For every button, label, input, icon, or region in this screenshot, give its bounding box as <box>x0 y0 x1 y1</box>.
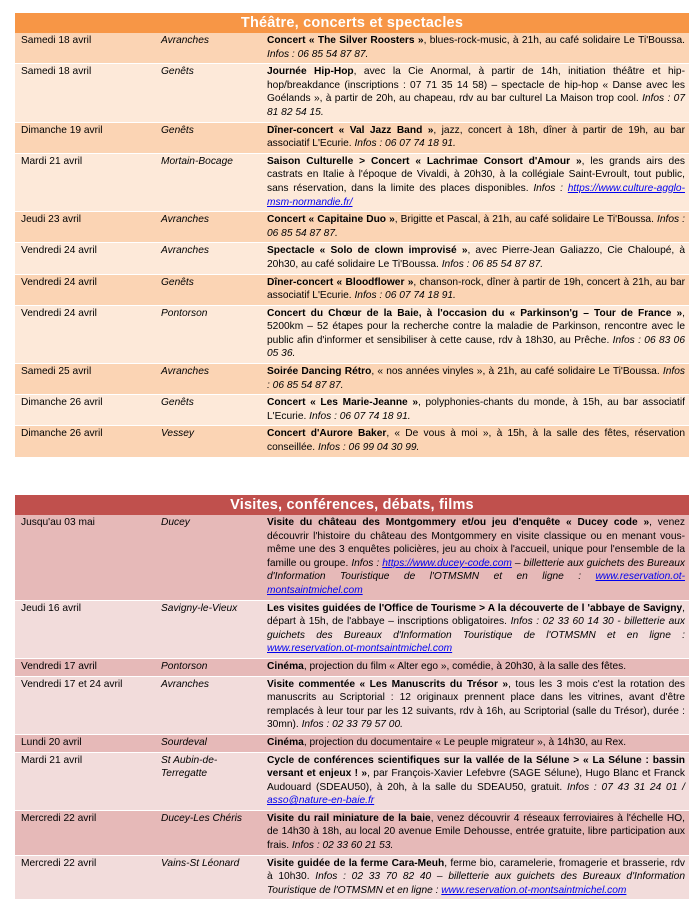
event-title: Visite commentée « Les Manuscrits du Trésor » <box>267 678 509 690</box>
table-row <box>15 810 689 855</box>
event-description <box>263 274 689 305</box>
event-text: , projection du documentaire « Le peuple migrateur », à 14h30, au Rex. <box>303 736 627 748</box>
event-date: Jeudi 23 avril <box>15 212 157 243</box>
table-row <box>15 33 689 64</box>
event-date: Samedi 25 avril <box>15 364 157 395</box>
event-date: Samedi 18 avril <box>15 64 157 122</box>
event-link[interactable]: asso@nature-en-baie.fr <box>267 795 375 807</box>
table-row <box>15 274 689 305</box>
table-row <box>15 212 689 243</box>
event-title: Saison Culturelle > Concert « Lachrimae Consort d'Amour » <box>267 155 582 167</box>
event-description <box>263 426 689 457</box>
event-text: , tous les 3 mois c'est la rotation des manuscrits au Scriptorial : 12 originaux prennent place dans les vitrines, avant d'être remplacés à leur tour par les 12 suivants, rdv à 16h, au Scriptorial (salle du Trésor), durée : 30mn). <box>267 678 686 731</box>
event-description <box>263 364 689 395</box>
section-visites-conferences <box>15 495 689 900</box>
event-date: Jusqu'au 03 mai <box>15 515 157 600</box>
event-infos: Infos : 07 43 31 24 01 / <box>567 781 686 793</box>
event-place: Avranches <box>157 243 263 274</box>
event-infos: Infos : 06 85 54 87 87. <box>441 258 544 270</box>
event-place: Genêts <box>157 395 263 426</box>
event-description <box>263 855 689 900</box>
table-row <box>15 855 689 900</box>
table-row <box>15 64 689 122</box>
event-place: Mortain-Bocage <box>157 153 263 211</box>
events-table <box>15 515 689 900</box>
table-row <box>15 515 689 600</box>
event-description <box>263 658 689 676</box>
event-link[interactable]: www.reservation.ot-montsaintmichel.com <box>441 884 627 896</box>
event-infos: Infos : 02 33 79 57 00. <box>301 719 403 731</box>
event-text: , chanson-rock, dîner à partir de 19h, concert à 21h, au bar associatif L'Ecurie. <box>267 276 685 302</box>
table-row <box>15 364 689 395</box>
event-place: Genêts <box>157 64 263 122</box>
event-place: Pontorson <box>157 658 263 676</box>
event-description <box>263 752 689 810</box>
event-description <box>263 153 689 211</box>
event-infos: Infos : 06 07 74 18 91. <box>354 290 456 302</box>
event-place: Avranches <box>157 364 263 395</box>
table-row <box>15 600 689 658</box>
table-row <box>15 658 689 676</box>
event-date: Mardi 21 avril <box>15 153 157 211</box>
event-text: , avec la Cie Anormal, à partir de 14h, initiation théâtre et hip-hop/breakdance (inscriptions : 07 71 35 14 58) – spectacle de hip-hop « Danse avec les Goélands », à partir de 20h, au chapeau, rdv au bar culturel La Maison trop cool. <box>267 66 685 105</box>
event-date: Vendredi 24 avril <box>15 274 157 305</box>
event-title: Concert d'Aurore Baker <box>267 428 387 440</box>
event-infos: Infos : 06 07 74 18 91. <box>354 138 456 150</box>
event-date: Vendredi 17 avril <box>15 658 157 676</box>
event-date: Jeudi 16 avril <box>15 600 157 658</box>
event-title: Cinéma <box>267 660 304 672</box>
event-title: Concert « Les Marie-Jeanne » <box>267 397 419 409</box>
event-text: , départ à 15h, de l'abbaye – inscriptions obligatoires. <box>267 602 685 628</box>
event-description <box>263 305 689 363</box>
event-text: , « nos années vinyles », à 21h, au café solidaire Le Ti'Boussa. <box>371 366 660 378</box>
event-infos: Infos : 02 33 70 82 40 – billetterie aux guichets des Bureaux d'Information Touristique de l'OTMSMN et en ligne : <box>267 871 686 896</box>
event-place: Ducey <box>157 515 263 600</box>
event-date: Dimanche 26 avril <box>15 426 157 457</box>
event-text: , blues-rock-music, à 21h, au café solidaire Le Ti'Boussa. <box>423 35 685 46</box>
event-description <box>263 122 689 153</box>
section-title: Visites, conférences, débats, films <box>15 495 689 515</box>
event-date: Lundi 20 avril <box>15 734 157 752</box>
event-description <box>263 515 689 600</box>
event-place: Genêts <box>157 122 263 153</box>
event-text: , avec Pierre-Jean Galiazzo, Cie Chaloupé, à 20h30, au café solidaire Le Ti'Boussa. <box>267 245 686 270</box>
event-place: Vessey <box>157 426 263 457</box>
event-link[interactable]: www.reservation.ot-montsaintmichel.com <box>267 571 685 596</box>
event-place: Avranches <box>157 676 263 734</box>
event-place: Pontorson <box>157 305 263 363</box>
event-place: Vains-St Léonard <box>157 855 263 900</box>
event-infos: Infos : <box>533 182 563 194</box>
event-date: Dimanche 19 avril <box>15 122 157 153</box>
event-title: Journée Hip-Hop <box>267 66 354 78</box>
event-title: Concert « The Silver Roosters » <box>267 35 424 46</box>
event-description <box>263 243 689 274</box>
table-row <box>15 243 689 274</box>
event-title: Visite guidée de la ferme Cara-Meuh <box>267 857 445 869</box>
table-row <box>15 426 689 457</box>
event-text: , Brigitte et Pascal, à 21h, au café solidaire Le Ti'Boussa. <box>394 214 654 226</box>
event-date: Dimanche 26 avril <box>15 395 157 426</box>
event-infos: Infos : 02 33 60 21 53. <box>291 840 394 852</box>
event-infos: Infos : 06 85 54 87 87. <box>267 214 686 239</box>
event-title: Dîner-concert « Val Jazz Band » <box>267 124 434 136</box>
event-description <box>263 212 689 243</box>
event-title: Spectacle « Solo de clown improvisé » <box>267 245 468 257</box>
event-link[interactable]: https://www.ducey-code.com <box>382 557 512 569</box>
event-title: Cycle de conférences scientifiques sur la vallée de la Sélune > « La Sélune : bassin versant et enjeux ! » <box>267 754 685 780</box>
event-infos: Infos : 06 99 04 30 99. <box>317 442 420 454</box>
event-infos: Infos : 06 83 06 05 36. <box>267 334 685 360</box>
table-row <box>15 676 689 734</box>
event-infos: Infos : 06 85 54 87 87. <box>267 48 369 60</box>
event-description <box>263 600 689 658</box>
event-date: Samedi 18 avril <box>15 33 157 64</box>
event-title: Les visites guidées de l'Office de Tourisme > A la découverte de l 'abbaye de Savigny <box>267 602 683 614</box>
event-text: , 5200km – 52 étapes pour la recherche contre la maladie de Parkinson, rencontre avec le public afin d'informer et sensibiliser à cette cause, rdv à 18h30, au Prêche. <box>267 307 685 346</box>
event-date: Mardi 21 avril <box>15 752 157 810</box>
event-place: Ducey-Les Chéris <box>157 810 263 855</box>
event-place: Avranches <box>157 212 263 243</box>
event-title: Cinéma <box>267 736 304 748</box>
event-link[interactable]: www.reservation.ot-montsaintmichel.com <box>267 643 453 655</box>
event-text: , venez découvrir l'histoire du château des Montgommery en visite classique ou en menant vous-même une des 3 enquêtes policières, jeu au choix à l'accueil, unique pour l'ensemble de la famille ou groupe. <box>267 517 685 569</box>
event-description <box>263 395 689 426</box>
event-infos: Infos : 06 85 54 87 87. <box>267 366 685 391</box>
table-row <box>15 305 689 363</box>
event-title: Dîner-concert « Bloodflower » <box>267 276 414 288</box>
event-date: Vendredi 24 avril <box>15 243 157 274</box>
event-text: , venez découvrir 4 réseaux ferroviaires à l'échelle HO, de 14h30 à 18h, au local 20 avenue Emile Dehousse, entrée gratuite, libre participation aux frais. <box>267 812 686 852</box>
event-description <box>263 64 689 122</box>
event-place: Avranches <box>157 33 263 64</box>
section-theatre-concerts <box>15 13 689 458</box>
event-text: , par François-Xavier Lefebvre (SAGE Sélune), Hugo Blanc et Franck Audouard (SDEAU50), à 20h, à la salle du SDEAU50, gratuit. <box>267 768 685 793</box>
table-row <box>15 122 689 153</box>
table-row <box>15 734 689 752</box>
event-place: Genêts <box>157 274 263 305</box>
event-text: , jazz, concert à 18h, dîner à partir de 19h, au bar associatif L'Ecurie. <box>267 124 685 150</box>
event-description <box>263 810 689 855</box>
event-date: Mercredi 22 avril <box>15 810 157 855</box>
event-date: Vendredi 17 et 24 avril <box>15 676 157 734</box>
event-place: Sourdeval <box>157 734 263 752</box>
event-text: , les grands airs des castrats en Italie à l'époque de Vivaldi, à 20h30, à la collégiale Saint-Evroult, tout public, sans réservation, dans la limite des places disponibles. <box>267 155 685 194</box>
event-infos: Infos : <box>351 557 380 569</box>
event-title: Soirée Dancing Rétro <box>267 366 372 378</box>
event-title: Concert du Chœur de la Baie, à l'occasion du « Parkinson'g – Tour de France » <box>267 307 683 319</box>
event-text: , « De vous à moi », à 15h, à la salle des fêtes, réservation conseillée. <box>267 428 685 454</box>
event-infos-more: – billetterie aux guichets des Bureaux d'Information Touristique de l'OTMSMN et en ligne : <box>267 557 685 583</box>
event-infos: Infos : 06 07 74 18 91. <box>309 410 411 422</box>
event-date: Mercredi 22 avril <box>15 855 157 900</box>
event-description <box>263 33 689 64</box>
event-infos: Infos : 07 81 82 54 15. <box>267 93 685 118</box>
table-row <box>15 153 689 211</box>
event-description <box>263 676 689 734</box>
event-description <box>263 734 689 752</box>
table-row <box>15 395 689 426</box>
event-text: , polyphonies-chants du monde, à 15h, au bar associatif L'Ecurie. <box>267 397 685 422</box>
event-link[interactable]: https://www.culture-agglo-msm-normandie.fr/ <box>267 182 685 208</box>
event-title: Visite du château des Montgommery et/ou jeu d'enquête « Ducey code » <box>267 517 650 528</box>
event-infos: Infos : 02 33 60 14 30 - billetterie aux guichets des Bureaux d'Information Touristique de l'OTMSMN et en ligne : <box>267 616 685 641</box>
event-title: Concert « Capitaine Duo » <box>267 214 395 226</box>
table-row <box>15 752 689 810</box>
event-place: Savigny-le-Vieux <box>157 600 263 658</box>
section-title: Théâtre, concerts et spectacles <box>15 13 689 33</box>
event-place: St Aubin-de-Terregatte <box>157 752 263 810</box>
event-date: Vendredi 24 avril <box>15 305 157 363</box>
events-table <box>15 33 689 458</box>
event-text: , projection du film « Alter ego », comédie, à 20h30, à la salle des fêtes. <box>303 660 627 672</box>
event-title: Visite du rail miniature de la baie <box>267 812 431 824</box>
event-text: , ferme bio, caramelerie, fromagerie et brasserie, rdv à 10h30. <box>267 857 685 883</box>
